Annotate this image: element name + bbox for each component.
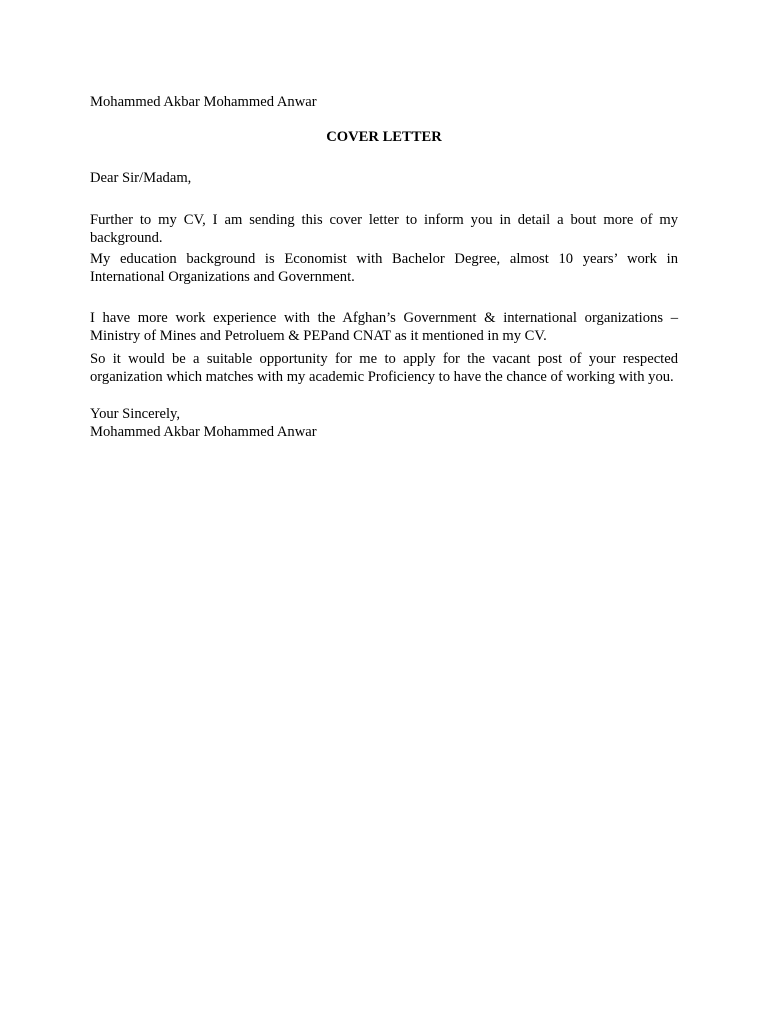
paragraph-education: My education background is Economist with Bachelor Degree, almost 10 years’ work in International Organizations and Government. <box>90 251 678 285</box>
letter-body <box>90 93 678 441</box>
paragraph-opportunity: So it would be a suitable opportunity for me to apply for the vacant post of your respected organization which matches with my academic Proficiency to have the chance of working with you. <box>90 351 678 385</box>
letter-title: COVER LETTER <box>326 129 442 145</box>
sender-name: Mohammed Akbar Mohammed Anwar <box>90 94 317 110</box>
signature-name: Mohammed Akbar Mohammed Anwar <box>90 424 317 440</box>
greeting: Dear Sir/Madam, <box>90 170 192 186</box>
paragraph-experience: I have more work experience with the Afghan’s Government & international organizations – Ministry of Mines and Petroluem & PEPand CNAT as it mentioned in my CV. <box>90 310 678 344</box>
paragraph-cv-intro: Further to my CV, I am sending this cover letter to inform you in detail a bout more of my background. <box>90 212 678 246</box>
closing: Your Sincerely, <box>90 406 180 422</box>
